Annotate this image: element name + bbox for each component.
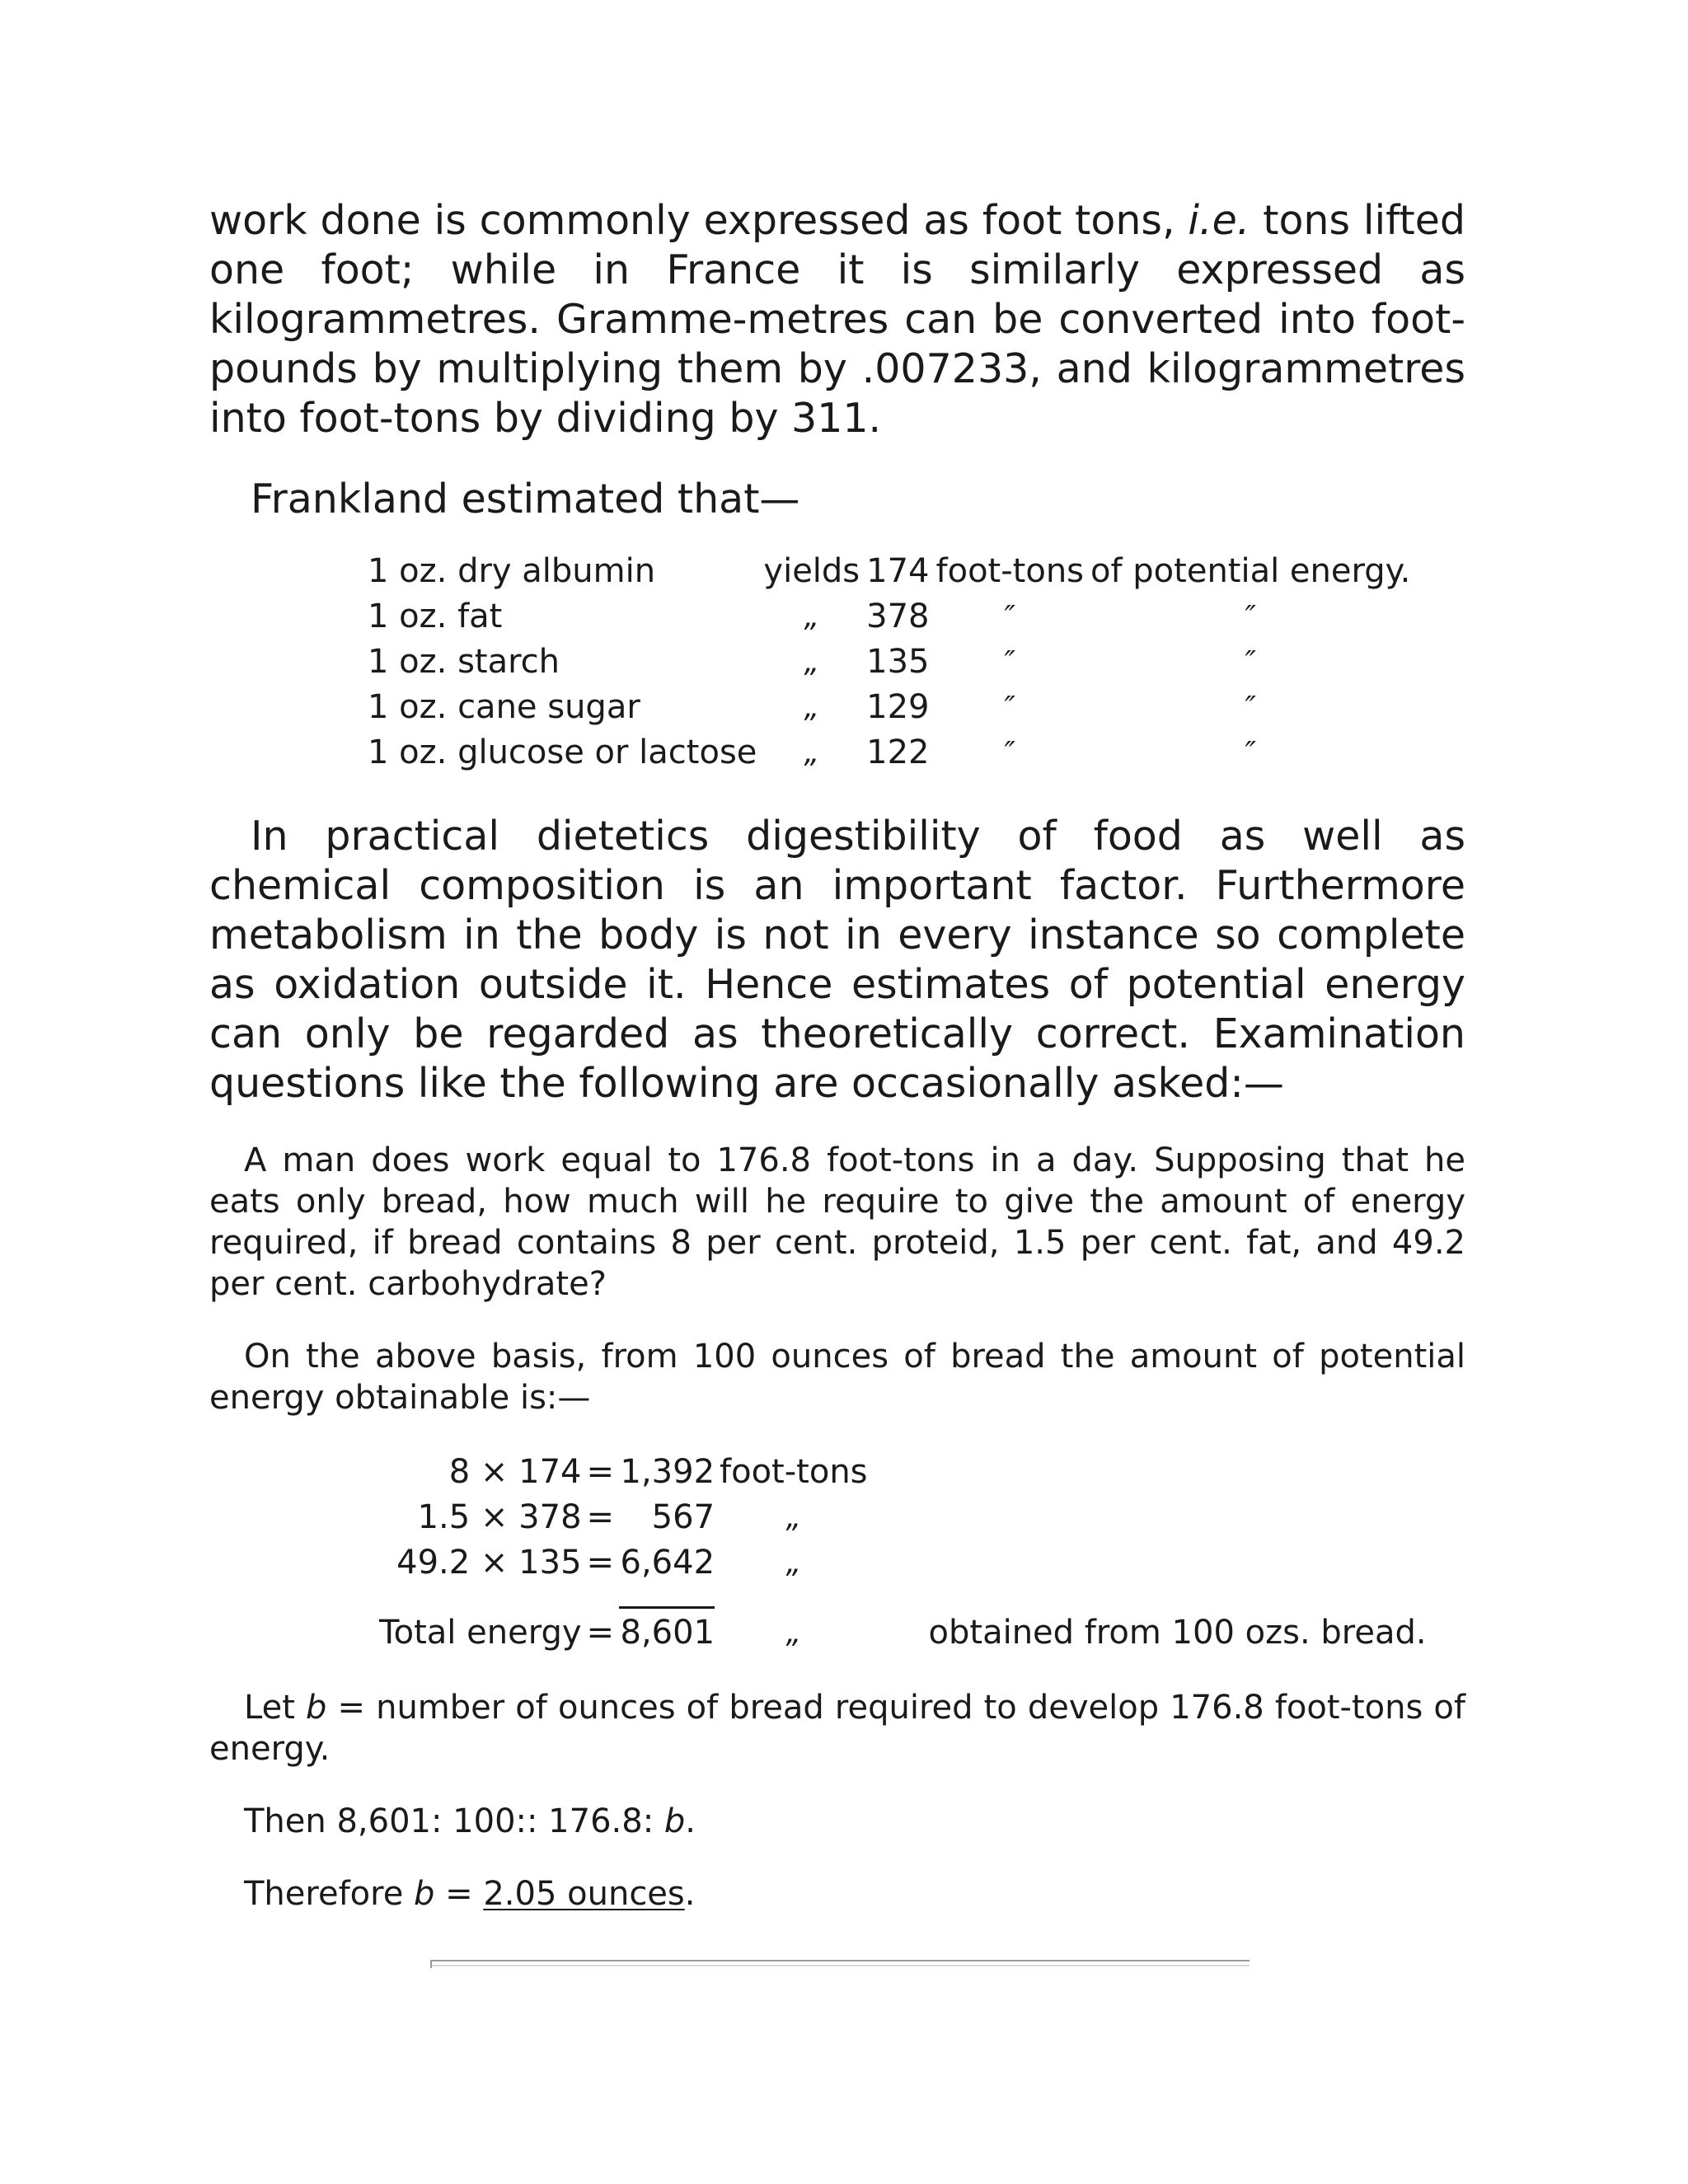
variable-b: b xyxy=(305,1689,327,1727)
answer-underlined: 2.05 ounces xyxy=(483,1875,685,1913)
sum-rule-row xyxy=(379,1586,1427,1610)
paragraph-text: tons lifted one foot; while in France it is similarly expressed as kilogrammetres. Gramme-metres can be converted into foot-pounds by multiplying them by .007233, and kilogrammetres into foot-tons by dividing by 311. xyxy=(209,197,1465,442)
food-cell: 1 oz. dry albumin xyxy=(368,552,656,590)
ditto-mark: ″ xyxy=(1245,645,1256,679)
value-cell: 135 xyxy=(866,643,930,681)
ditto-mark: „ xyxy=(804,645,820,679)
emphasis-ie: i.e. xyxy=(1188,197,1250,244)
ditto-mark: ″ xyxy=(1245,600,1256,634)
food-cell: 1 oz. fat xyxy=(368,598,503,635)
unit-cell: foot-tons xyxy=(935,552,1085,590)
table-row xyxy=(379,1450,1427,1495)
table-row xyxy=(368,685,1414,730)
text: = number of ounces of bread required to develop 176.8 foot-tons of energy. xyxy=(209,1689,1465,1768)
let-line xyxy=(209,1687,1465,1769)
text: = xyxy=(434,1875,484,1913)
yields-cell: yields xyxy=(763,552,860,590)
unit-cell: foot-tons xyxy=(720,1453,868,1491)
ditto-mark: „ xyxy=(785,1546,802,1580)
value-cell: 174 xyxy=(866,552,930,590)
paragraph-foot-tons xyxy=(209,196,1465,443)
ditto-mark: „ xyxy=(804,736,820,770)
food-cell: 1 oz. glucose or lactose xyxy=(368,733,757,771)
frankland-intro: Frankland estimated that— xyxy=(251,476,800,523)
text: . xyxy=(684,1875,696,1913)
value-cell: 567 xyxy=(651,1498,715,1536)
energy-table xyxy=(368,549,1414,776)
equals-cell: = xyxy=(586,1614,615,1652)
food-cell: 1 oz. cane sugar xyxy=(368,688,640,726)
text: Therefore xyxy=(244,1875,415,1913)
exam-question: A man does work equal to 176.8 foot-tons in a day. Supposing that he eats only bread, how much will he require to give the amount of energy required, if bread contains 8 per cent. proteid, 1.5 per cent. fat, and 49.2 per cent. carbohydrate? xyxy=(209,1141,1465,1303)
ditto-mark: ″ xyxy=(1004,600,1015,634)
table-row xyxy=(379,1495,1427,1540)
value-cell: 378 xyxy=(866,598,930,635)
equals-cell: = xyxy=(586,1498,615,1536)
total-description: obtained from 100 ozs. bread. xyxy=(928,1614,1427,1652)
paragraph-text: work done is commonly expressed as foot tons, xyxy=(209,197,1189,244)
total-row xyxy=(379,1610,1427,1656)
ditto-mark: ″ xyxy=(1004,645,1015,679)
ditto-mark: „ xyxy=(785,1616,802,1650)
food-cell: 1 oz. starch xyxy=(368,643,560,681)
ditto-mark: „ xyxy=(785,1501,802,1535)
ditto-mark: „ xyxy=(804,691,820,724)
expression-cell: 49.2 × 135 xyxy=(396,1544,582,1582)
therefore-line xyxy=(209,1873,1465,1915)
value-cell: 1,392 xyxy=(620,1453,715,1491)
total-label: Total energy xyxy=(379,1614,582,1652)
equals-cell: = xyxy=(586,1453,615,1491)
ditto-mark: ″ xyxy=(1004,691,1015,724)
table-row xyxy=(368,640,1414,685)
paragraph-dietetics: In practical dietetics digestibility of food as well as chemical composition is an important factor. Furthermore metabolism in the body is not in every instance so complete as oxidation outside it. Hence estimates of potential energy can only be regarded as theoretically correct. Examination questions like the following are occasionally asked:— xyxy=(209,813,1465,1107)
value-cell: 129 xyxy=(866,688,930,726)
ditto-mark: ″ xyxy=(1245,691,1256,724)
basis-paragraph: On the above basis, from 100 ounces of bread the amount of potential energy obtainable is:— xyxy=(209,1338,1465,1417)
expression-cell: 8 × 174 xyxy=(448,1453,582,1491)
table-row xyxy=(368,549,1414,594)
value-cell: 6,642 xyxy=(620,1544,715,1582)
variable-b: b xyxy=(414,1875,435,1913)
ditto-mark: „ xyxy=(804,600,820,634)
total-value: 8,601 xyxy=(620,1614,715,1652)
expression-cell: 1.5 × 378 xyxy=(417,1498,582,1536)
text: Then 8,601: 100:: 176.8: xyxy=(244,1802,664,1840)
text: Let xyxy=(244,1689,306,1727)
table-row xyxy=(379,1540,1427,1586)
ditto-mark: ″ xyxy=(1245,736,1256,770)
text: . xyxy=(685,1802,696,1840)
table-row xyxy=(368,594,1414,640)
calculation-table xyxy=(379,1450,1427,1656)
document-page xyxy=(209,196,1465,1915)
variable-b: b xyxy=(663,1802,686,1840)
bottom-divider xyxy=(430,1960,1250,1966)
sum-rule xyxy=(619,1606,715,1609)
equals-cell: = xyxy=(586,1544,615,1582)
table-row xyxy=(368,730,1414,776)
ditto-mark: ″ xyxy=(1004,736,1015,770)
value-cell: 122 xyxy=(866,733,930,771)
then-line xyxy=(209,1801,1465,1842)
of-cell: of potential energy. xyxy=(1090,552,1411,590)
